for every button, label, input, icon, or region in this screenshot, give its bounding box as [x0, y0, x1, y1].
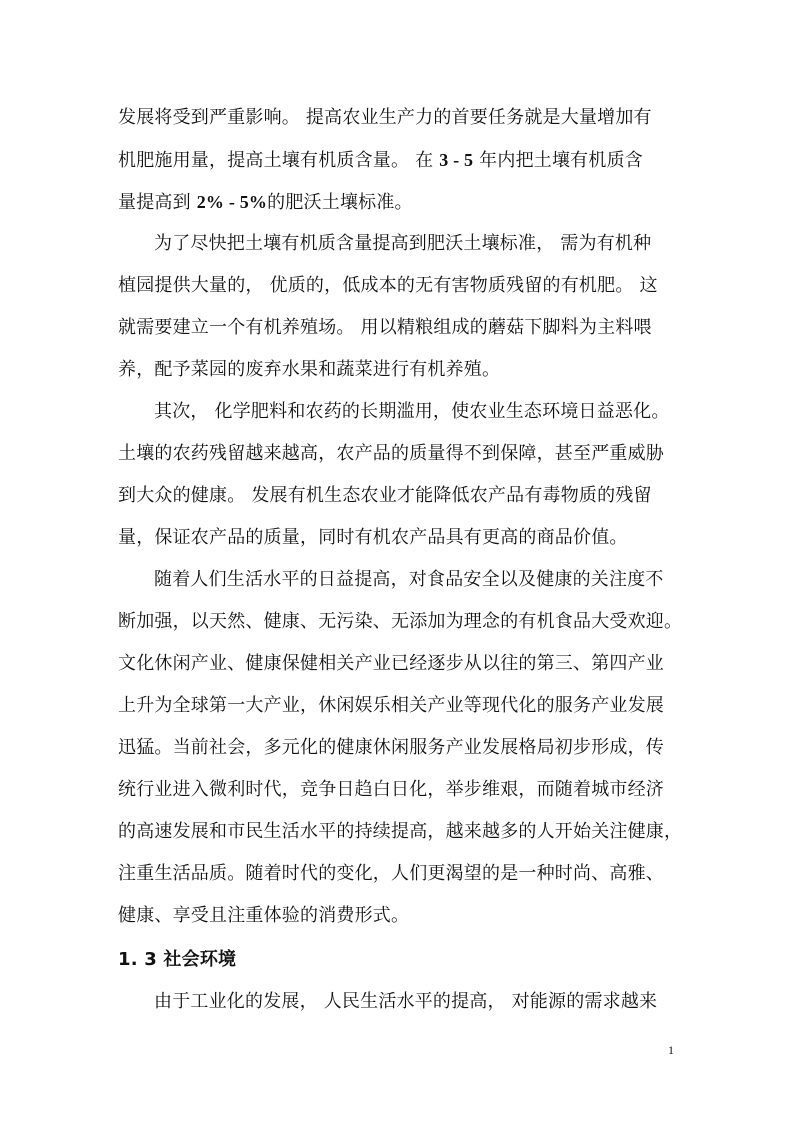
paragraph-line: 由于工业化的发展， 人民生活水平的提高， 对能源的需求越来: [154, 991, 658, 1012]
paragraph-line: 的高速发展和市民生活水平的持续提高，越来越多的人开始关注健康，: [118, 821, 683, 842]
page-number: 1: [668, 1043, 674, 1057]
text-run: 量提高到: [118, 192, 197, 213]
paragraph-line: 迅猛。当前社会，多元化的健康休闲服务产业发展格局初步形成，传: [118, 737, 664, 758]
paragraph-line: 断加强，以天然、健康、无污染、无添加为理念的有机食品大受欢迎。: [118, 611, 683, 632]
paragraph-line: 上升为全球第一大产业，休闲娱乐相关产业等现代化的服务产业发展: [118, 695, 664, 716]
paragraph-line: 文化休闲产业、健康保健相关产业已经逐步从以往的第三、第四产业: [118, 653, 664, 674]
paragraph-line: 健康、享受且注重体验的消费形式。: [118, 905, 410, 926]
paragraph-line: 发展将受到严重影响。 提高农业生产力的首要任务就是大量增加有: [118, 107, 652, 128]
paragraph-line: 为了尽快把土壤有机质含量提高到肥沃土壤标准， 需为有机种: [154, 233, 652, 254]
paragraph-line: 随着人们生活水平的日益提高，对食品安全以及健康的关注度不: [154, 569, 664, 590]
text-run: 的肥沃土壤标准。: [267, 192, 413, 213]
paragraph-line: 养，配予菜园的废弃水果和蔬菜进行有机养殖。: [118, 359, 501, 380]
paragraph-line: [118, 146, 684, 174]
paragraph-line: 土壤的农药残留越来越高，农产品的质量得不到保障，甚至严重威胁: [118, 443, 664, 464]
paragraph-line: 量，保证农产品的质量，同时有机农产品具有更高的商品价值。: [118, 527, 628, 548]
paragraph-line: 植园提供大量的， 优质的，低成本的无有害物质残留的有机肥。 这: [118, 275, 658, 296]
paragraph-line: [118, 188, 684, 216]
bold-number: 3 - 5: [439, 150, 474, 170]
paragraph-line: 注重生活品质。随着时代的变化，人们更渴望的是一种时尚、高雅、: [118, 863, 664, 884]
paragraph-line: 到大众的健康。 发展有机生态农业才能降低农产品有毒物质的残留: [118, 485, 652, 506]
section-heading: 1. 3 社会环境: [118, 949, 237, 970]
paragraph-line: 就需要建立一个有机养殖场。 用以精粮组成的蘑菇下脚料为主料喂: [118, 317, 652, 338]
paragraph-line: 统行业进入微利时代，竞争日趋白日化，举步维艰，而随着城市经济: [118, 779, 664, 800]
text-run: 年内把土壤有机质含: [473, 150, 643, 171]
paragraph-line: 其次， 化学肥料和农药的长期滥用，使农业生态环境日益恶化。: [154, 401, 670, 422]
bold-number: 2% - 5%: [196, 192, 268, 212]
text-run: 机肥施用量，提高土壤有机质含量。 在: [118, 150, 440, 171]
